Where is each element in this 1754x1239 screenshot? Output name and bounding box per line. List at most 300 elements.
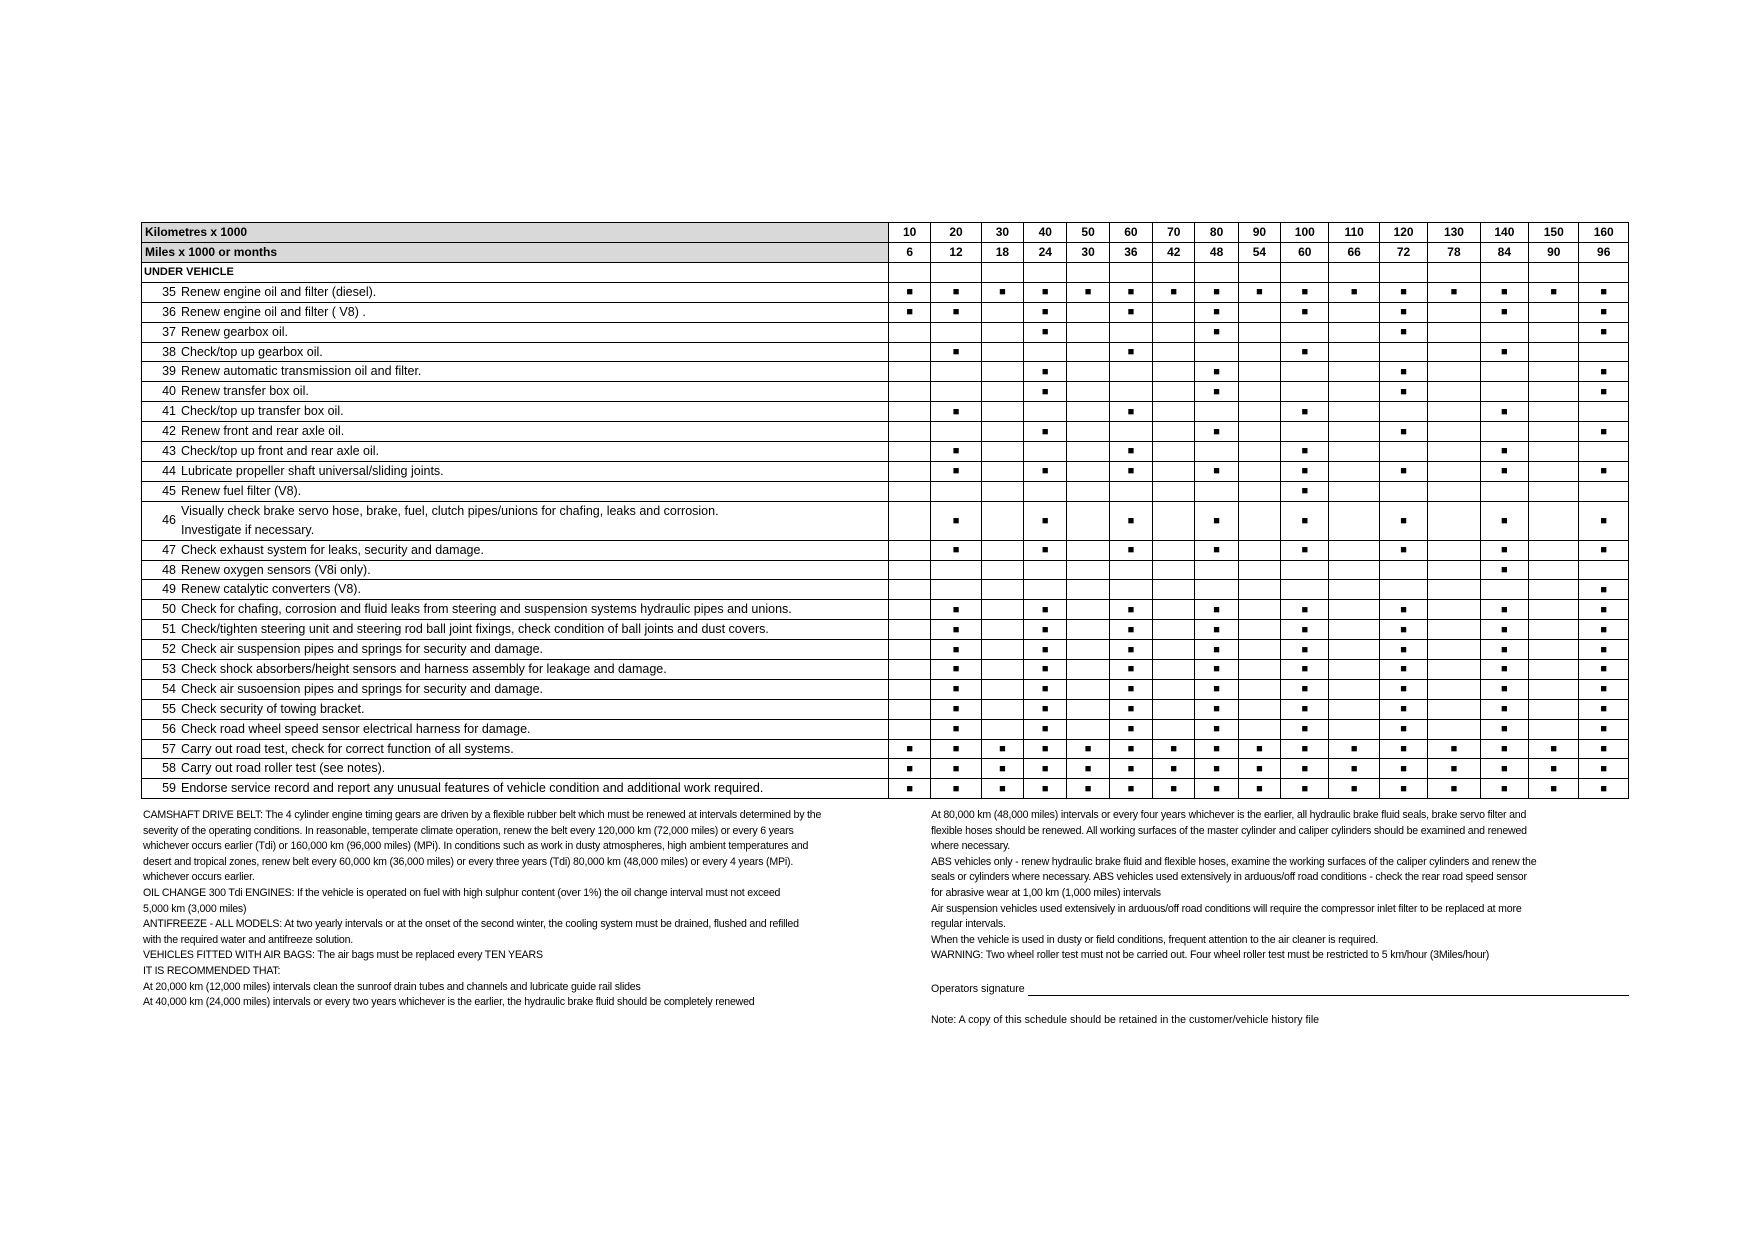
operation-text [181, 742, 514, 756]
interval-mark-cell [1529, 580, 1579, 600]
km-interval-header: 60 [1109, 223, 1152, 243]
service-mark: ■ [1400, 603, 1407, 616]
kilometres-header-label: Kilometres x 1000 [142, 223, 889, 243]
interval-mark-cell [1238, 640, 1280, 660]
note-line: When the vehicle is used in dusty or field conditions, frequent attention to the air cleaner is required. [931, 933, 1379, 946]
interval-mark-cell [1238, 442, 1280, 462]
interval-mark-cell [931, 560, 981, 580]
interval-mark-cell [1480, 719, 1528, 739]
service-mark: ■ [1127, 743, 1135, 756]
operation-text [181, 622, 769, 636]
interval-mark-cell [889, 501, 931, 540]
interval-mark-cell [1024, 382, 1067, 402]
note-line: regular intervals. [931, 918, 1006, 931]
interval-mark-cell [1529, 322, 1579, 342]
interval-mark-cell [1480, 322, 1528, 342]
kilometres-header-row [142, 223, 1629, 243]
interval-mark-cell [1109, 540, 1152, 560]
service-mark: ■ [1213, 762, 1220, 775]
service-mark: ■ [952, 445, 960, 458]
service-mark: ■ [1301, 346, 1309, 358]
service-mark: ■ [952, 782, 960, 795]
interval-mark-cell [1153, 540, 1195, 560]
operation-text [181, 484, 301, 498]
service-mark: ■ [1400, 425, 1407, 438]
operation-text [181, 582, 361, 596]
operation-number: 55 [162, 701, 176, 716]
operation-text [181, 325, 288, 339]
interval-mark-cell [1281, 461, 1329, 481]
operation-text [181, 761, 385, 775]
interval-mark-cell [1579, 382, 1629, 402]
schedule-row [142, 461, 1629, 481]
interval-mark-cell [1379, 442, 1427, 462]
interval-mark-cell [1281, 600, 1329, 620]
miles-header-row [142, 243, 1629, 263]
operation-number: 39 [162, 364, 176, 379]
interval-mark-cell [981, 580, 1023, 600]
interval-mark-cell [1067, 442, 1109, 462]
interval-mark-cell [1579, 719, 1629, 739]
note-line: ABS vehicles only - renew hydraulic brake fluid and flexible hoses, examine the working surfaces of the caliper cylinders and renew the [931, 855, 1537, 868]
service-mark: ■ [1213, 465, 1220, 478]
operation-text [181, 404, 344, 418]
interval-mark-cell [1480, 501, 1528, 540]
interval-mark-cell [1579, 362, 1629, 382]
service-mark: ■ [1256, 762, 1263, 775]
interval-mark-cell [1067, 719, 1109, 739]
service-mark: ■ [1127, 762, 1135, 775]
operation-number: 49 [162, 582, 176, 597]
section-blank-cell [931, 263, 981, 283]
note-line: Air suspension vehicles used extensively in arduous/off road conditions will require the compressor inlet filter to be replaced at more [931, 902, 1522, 915]
operators-signature-label: Operators signature [931, 983, 1025, 995]
interval-mark-cell [1428, 640, 1480, 660]
interval-mark-cell [889, 322, 931, 342]
service-mark: ■ [1400, 723, 1407, 736]
service-mark: ■ [1350, 743, 1358, 756]
interval-mark-cell [1238, 481, 1280, 501]
service-mark: ■ [1501, 603, 1508, 616]
interval-mark-cell [1153, 302, 1195, 322]
operation-text [181, 305, 366, 319]
service-mark: ■ [1041, 762, 1049, 775]
service-mark: ■ [1256, 286, 1263, 299]
interval-mark-cell [1153, 362, 1195, 382]
interval-mark-cell [981, 302, 1023, 322]
interval-mark-cell [1024, 302, 1067, 322]
interval-mark-cell [1529, 739, 1579, 759]
service-mark: ■ [1400, 623, 1407, 636]
interval-mark-cell [1428, 779, 1480, 799]
interval-mark-cell [1195, 620, 1238, 640]
interval-mark-cell [1109, 302, 1152, 322]
service-mark: ■ [1600, 465, 1608, 478]
service-mark: ■ [1600, 782, 1608, 795]
interval-mark-cell [931, 302, 981, 322]
interval-mark-cell [1109, 461, 1152, 481]
interval-mark-cell [1579, 342, 1629, 362]
schedule-row [142, 302, 1629, 322]
service-mark: ■ [952, 346, 960, 358]
interval-mark-cell [1153, 600, 1195, 620]
service-mark: ■ [1041, 643, 1049, 656]
interval-mark-cell [931, 461, 981, 481]
interval-mark-cell [1153, 620, 1195, 640]
service-mark: ■ [999, 782, 1006, 795]
operation-cell [142, 461, 889, 481]
interval-mark-cell [889, 779, 931, 799]
service-mark: ■ [1400, 782, 1407, 795]
service-mark: ■ [1501, 405, 1508, 418]
service-mark: ■ [1084, 762, 1092, 775]
operation-text-line: Renew engine oil and filter (diesel). [181, 284, 377, 299]
service-mark: ■ [1041, 465, 1049, 478]
service-mark: ■ [1600, 306, 1608, 319]
note-line: CAMSHAFT DRIVE BELT: The 4 cylinder engine timing gears are driven by a flexible rubber belt which must be renewed at intervals determined by the [143, 809, 822, 821]
service-mark: ■ [1213, 703, 1220, 716]
interval-mark-cell [1238, 540, 1280, 560]
operation-cell [142, 779, 889, 799]
service-mark: ■ [1084, 286, 1092, 299]
service-mark: ■ [952, 643, 960, 656]
km-interval-header: 10 [889, 223, 931, 243]
interval-mark-cell [1428, 739, 1480, 759]
service-mark: ■ [1170, 743, 1178, 756]
interval-mark-cell [981, 699, 1023, 719]
interval-mark-cell [1579, 759, 1629, 779]
service-mark: ■ [1301, 485, 1309, 498]
km-interval-header: 130 [1428, 223, 1480, 243]
interval-mark-cell [981, 501, 1023, 540]
interval-mark-cell [1238, 580, 1280, 600]
service-mark: ■ [1127, 465, 1135, 478]
interval-mark-cell [1067, 362, 1109, 382]
interval-mark-cell [1428, 282, 1480, 302]
service-mark: ■ [1400, 762, 1407, 775]
service-mark: ■ [1301, 643, 1309, 656]
interval-mark-cell [1529, 362, 1579, 382]
service-schedule-table [141, 222, 1629, 799]
operation-text-line: Renew transfer box oil. [181, 384, 309, 399]
service-mark: ■ [1127, 782, 1135, 795]
service-mark: ■ [1350, 782, 1358, 795]
section-blank-cell [1067, 263, 1109, 283]
interval-mark-cell [1281, 302, 1329, 322]
operation-text [181, 563, 371, 577]
interval-mark-cell [981, 679, 1023, 699]
interval-mark-cell [1024, 779, 1067, 799]
interval-mark-cell [1579, 660, 1629, 680]
section-blank-cell [1379, 263, 1427, 283]
interval-mark-cell [1153, 679, 1195, 699]
interval-mark-cell [1428, 442, 1480, 462]
service-mark: ■ [1501, 514, 1508, 527]
operation-cell [142, 560, 889, 580]
service-mark: ■ [952, 623, 960, 636]
interval-mark-cell [931, 501, 981, 540]
interval-mark-cell [1024, 640, 1067, 660]
mile-interval-header: 66 [1329, 243, 1379, 263]
interval-mark-cell [1329, 719, 1379, 739]
km-interval-header: 100 [1281, 223, 1329, 243]
service-mark: ■ [1501, 286, 1508, 299]
interval-mark-cell [1529, 302, 1579, 322]
interval-mark-cell [1480, 342, 1528, 362]
interval-mark-cell [1109, 481, 1152, 501]
operation-text-line: Carry out road test, check for correct function of all systems. [181, 741, 514, 756]
interval-mark-cell [1281, 442, 1329, 462]
interval-mark-cell [1153, 660, 1195, 680]
schedule-row [142, 759, 1629, 779]
km-interval-header: 110 [1329, 223, 1379, 243]
operation-cell [142, 481, 889, 501]
section-blank-cell [1529, 263, 1579, 283]
interval-mark-cell [889, 402, 931, 422]
interval-mark-cell [1329, 779, 1379, 799]
operation-text-line: Check/top up gearbox oil. [181, 344, 323, 359]
interval-mark-cell [981, 560, 1023, 580]
interval-mark-cell [1109, 382, 1152, 402]
interval-mark-cell [1024, 322, 1067, 342]
section-blank-cell [1195, 263, 1238, 283]
interval-mark-cell [1379, 540, 1427, 560]
service-mark: ■ [1501, 683, 1508, 696]
operation-text [181, 602, 792, 616]
note-line: At 80,000 km (48,000 miles) intervals or every four years whichever is the earlier, all hydraulic brake fluid seals, brake servo filter and [931, 809, 1527, 821]
interval-mark-cell [1579, 699, 1629, 719]
interval-mark-cell [1480, 461, 1528, 481]
interval-mark-cell [1195, 560, 1238, 580]
km-interval-header: 70 [1153, 223, 1195, 243]
interval-mark-cell [981, 442, 1023, 462]
interval-mark-cell [1329, 382, 1379, 402]
interval-mark-cell [1153, 779, 1195, 799]
service-mark: ■ [1041, 743, 1049, 756]
interval-mark-cell [1153, 501, 1195, 540]
interval-mark-cell [1329, 759, 1379, 779]
interval-mark-cell [1024, 540, 1067, 560]
interval-mark-cell [1281, 640, 1329, 660]
interval-mark-cell [931, 739, 981, 759]
interval-mark-cell [1579, 481, 1629, 501]
note-line: WARNING: Two wheel roller test must not be carried out. Four wheel roller test must be restricted to 5 km/hour (3Miles/hour) [931, 949, 1490, 962]
schedule-row [142, 739, 1629, 759]
interval-mark-cell [981, 719, 1023, 739]
operation-number: 41 [162, 404, 176, 419]
interval-mark-cell [981, 402, 1023, 422]
mile-interval-header: 78 [1428, 243, 1480, 263]
service-mark: ■ [1213, 663, 1220, 676]
service-mark: ■ [1400, 544, 1407, 557]
section-blank-cell [1238, 263, 1280, 283]
service-mark: ■ [1301, 514, 1309, 527]
interval-mark-cell [1529, 342, 1579, 362]
operation-number: 38 [162, 344, 176, 359]
service-mark: ■ [1600, 683, 1608, 696]
service-mark: ■ [999, 286, 1006, 299]
interval-mark-cell [1428, 322, 1480, 342]
interval-mark-cell [1024, 719, 1067, 739]
operation-cell [142, 362, 889, 382]
service-mark: ■ [1213, 365, 1220, 378]
interval-mark-cell [1379, 322, 1427, 342]
operation-text [181, 662, 667, 676]
interval-mark-cell [1109, 739, 1152, 759]
interval-mark-cell [1238, 620, 1280, 640]
interval-mark-cell [1379, 342, 1427, 362]
interval-mark-cell [1579, 640, 1629, 660]
interval-mark-cell [1329, 660, 1379, 680]
service-mark: ■ [1127, 306, 1135, 319]
operation-text-line: Check air susoension pipes and springs for security and damage. [181, 681, 544, 696]
interval-mark-cell [1281, 620, 1329, 640]
service-mark: ■ [1041, 365, 1049, 378]
operation-text [181, 702, 364, 716]
operation-cell [142, 342, 889, 362]
service-mark: ■ [1301, 743, 1309, 756]
service-mark: ■ [1213, 514, 1220, 527]
interval-mark-cell [981, 739, 1023, 759]
interval-mark-cell [1529, 759, 1579, 779]
service-mark: ■ [1041, 683, 1049, 696]
operation-text-line: Endorse service record and report any unusual features of vehicle condition and additional work required. [181, 781, 764, 796]
interval-mark-cell [1329, 422, 1379, 442]
service-mark: ■ [1301, 544, 1309, 557]
operation-text-line: Renew automatic transmission oil and filter. [181, 364, 422, 379]
service-mark: ■ [1501, 623, 1508, 636]
operation-cell [142, 640, 889, 660]
service-mark: ■ [1501, 465, 1508, 478]
interval-mark-cell [1067, 501, 1109, 540]
interval-mark-cell [1109, 699, 1152, 719]
interval-mark-cell [1329, 461, 1379, 481]
operation-cell [142, 620, 889, 640]
interval-mark-cell [1480, 779, 1528, 799]
interval-mark-cell [1428, 699, 1480, 719]
interval-mark-cell [1024, 442, 1067, 462]
interval-mark-cell [1579, 600, 1629, 620]
mile-interval-header: 60 [1281, 243, 1329, 263]
interval-mark-cell [1529, 640, 1579, 660]
interval-mark-cell [1109, 640, 1152, 660]
interval-mark-cell [1024, 461, 1067, 481]
interval-mark-cell [1195, 679, 1238, 699]
operation-text [181, 345, 323, 359]
note-line: OIL CHANGE 300 Tdi ENGINES: If the vehicle is operated on fuel with high sulphur content (over 1%) the oil change interval must not exceed [143, 886, 781, 899]
service-mark: ■ [1127, 544, 1135, 557]
service-mark: ■ [1084, 782, 1092, 795]
mile-interval-header: 42 [1153, 243, 1195, 263]
interval-mark-cell [931, 620, 981, 640]
service-mark: ■ [1350, 762, 1358, 775]
interval-mark-cell [1067, 620, 1109, 640]
interval-mark-cell [1195, 382, 1238, 402]
interval-mark-cell [1024, 560, 1067, 580]
interval-mark-cell [1281, 481, 1329, 501]
interval-mark-cell [1195, 640, 1238, 660]
interval-mark-cell [1379, 481, 1427, 501]
service-mark: ■ [1041, 286, 1049, 299]
operation-text-line: Check for chafing, corrosion and fluid leaks from steering and suspension systems hydraulic pipes and unions. [181, 602, 792, 617]
interval-mark-cell [1529, 422, 1579, 442]
interval-mark-cell [1238, 719, 1280, 739]
operation-text-line: Lubricate propeller shaft universal/sliding joints. [181, 463, 444, 478]
operation-number: 58 [162, 761, 176, 776]
operation-cell [142, 442, 889, 462]
service-mark: ■ [1501, 743, 1508, 756]
service-mark: ■ [1213, 385, 1220, 398]
service-mark: ■ [1127, 346, 1135, 358]
operation-text-line: Check/tighten steering unit and steering rod ball joint fixings, check condition of ball joints and dust covers. [181, 622, 769, 637]
operation-cell [142, 600, 889, 620]
note-line: 5,000 km (3,000 miles) [143, 902, 247, 915]
service-mark: ■ [1350, 286, 1358, 299]
interval-mark-cell [1379, 600, 1427, 620]
operation-number: 53 [162, 661, 176, 676]
interval-mark-cell [1281, 282, 1329, 302]
operation-cell [142, 580, 889, 600]
interval-mark-cell [1428, 362, 1480, 382]
interval-mark-cell [1379, 382, 1427, 402]
interval-mark-cell [1153, 739, 1195, 759]
interval-mark-cell [1480, 422, 1528, 442]
schedule-row [142, 580, 1629, 600]
interval-mark-cell [1024, 699, 1067, 719]
note-line: flexible hoses should be renewed. All working surfaces of the master cylinder and caliper cylinders should be examined and renewed [931, 824, 1527, 837]
interval-mark-cell [1480, 560, 1528, 580]
service-mark: ■ [1301, 445, 1309, 458]
interval-mark-cell [1109, 719, 1152, 739]
interval-mark-cell [1195, 481, 1238, 501]
interval-mark-cell [1067, 739, 1109, 759]
interval-mark-cell [1109, 282, 1152, 302]
operation-text-line: Check/top up transfer box oil. [181, 404, 344, 419]
service-mark: ■ [906, 743, 913, 756]
schedule-row [142, 501, 1629, 540]
section-blank-cell [1281, 263, 1329, 283]
service-mark: ■ [1550, 762, 1558, 775]
interval-mark-cell [1379, 461, 1427, 481]
service-mark: ■ [1400, 743, 1407, 756]
service-mark: ■ [1400, 365, 1407, 378]
interval-mark-cell [1238, 739, 1280, 759]
interval-mark-cell [1428, 342, 1480, 362]
service-mark: ■ [952, 465, 960, 478]
interval-mark-cell [1281, 322, 1329, 342]
service-mark: ■ [952, 703, 960, 716]
service-mark: ■ [952, 663, 960, 676]
interval-mark-cell [1281, 362, 1329, 382]
note-line: IT IS RECOMMENDED THAT: [143, 964, 281, 977]
interval-mark-cell [1281, 560, 1329, 580]
section-row [142, 263, 1629, 283]
operation-text-line: Check shock absorbers/height sensors and harness assembly for leakage and damage. [181, 661, 667, 676]
interval-mark-cell [1067, 481, 1109, 501]
note-line: whichever occurs earlier (Tdi) or 160,000 km (96,000 miles) (MPi). In conditions such as work in dusty atmospheres, high ambient temperatures and [143, 840, 809, 853]
interval-mark-cell [1238, 779, 1280, 799]
operation-text-line: Check exhaust system for leaks, security and damage. [181, 542, 484, 557]
mile-interval-header: 24 [1024, 243, 1067, 263]
note-line: for abrasive wear at 1,00 km (1,000 miles) intervals [931, 886, 1161, 899]
km-interval-header: 160 [1579, 223, 1629, 243]
interval-mark-cell [931, 322, 981, 342]
interval-mark-cell [1195, 501, 1238, 540]
interval-mark-cell [1067, 600, 1109, 620]
service-mark: ■ [1600, 583, 1608, 596]
service-mark: ■ [1450, 286, 1458, 299]
interval-mark-cell [1153, 461, 1195, 481]
